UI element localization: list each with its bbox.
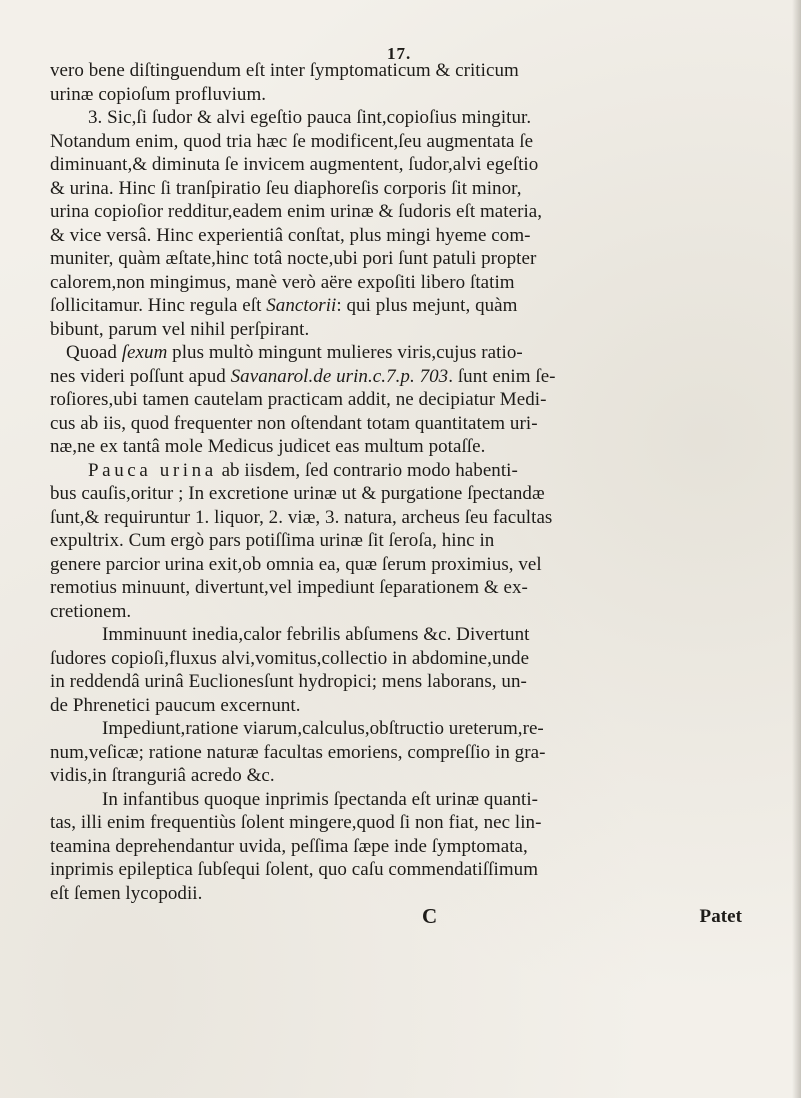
text-line: urina copioſior redditur,eadem enim urinæ & ſudoris eſt materia, (50, 201, 543, 222)
body-text (50, 59, 788, 929)
page-footer (50, 905, 788, 929)
text-line: nes videri poſſunt apud Savanarol.de urin.c.7.p. 703. ſunt enim ſe- (50, 365, 556, 387)
text-line: roſiores,ubi tamen cautelam practicam addit, ne decipiatur Medi- (50, 389, 547, 410)
text-line: Pauca urina ab iisdem, ſed contrario modo habenti- (88, 459, 518, 481)
text-line: in reddendâ urinâ Euclionesſunt hydropici; mens laborans, un- (50, 671, 527, 692)
text-line: Impediunt,ratione viarum,calculus,obſtructio ureterum,re- (102, 718, 544, 739)
page-edge-shadow (792, 0, 801, 1098)
text-line: ſudores copioſi,fluxus alvi,vomitus,collectio in abdomine,unde (50, 647, 530, 669)
text-line: Quoad ſexum plus multò mingunt mulieres viris,cujus ratio- (66, 342, 523, 363)
text-line: næ,ne ex tantâ mole Medicus judicet eas multum potaſſe. (50, 436, 486, 457)
text-line: ſollicitamur. Hinc regula eſt Sanctorii: qui plus mejunt, quàm (50, 295, 518, 316)
text-line: eſt ſemen lycopodii. (50, 882, 203, 904)
text-line: num,veſicæ; ratione naturæ facultas emoriens, compreſſio in gra- (50, 741, 546, 763)
text-line: In infantibus quoque inprimis ſpectanda eſt urinæ quanti- (102, 788, 539, 810)
text-line: diminuant,& diminuta ſe invicem augmentent, ſudor,alvi egeſtio (50, 154, 539, 175)
text-line: ſunt,& requiruntur 1. liquor, 2. viæ, 3. natura, archeus ſeu facultas (50, 506, 553, 528)
text-line: inprimis epileptica ſubſequi ſolent, quo caſu commendatiſſimum (50, 859, 539, 880)
text-line: bus cauſis,oritur ; In excretione urinæ ut & purgatione ſpectandæ (50, 483, 545, 504)
section-heading-pauca-urina: Pauca urina (88, 459, 217, 481)
text-line: teamina deprehendantur uvida, peſſima ſæpe inde ſymptomata, (50, 835, 528, 857)
text-line: & vice versâ. Hinc experientiâ conſtat, plus mingi hyeme com- (50, 224, 531, 246)
text-line: Notandum enim, quod tria hæc ſe modificent,ſeu augmentata ſe (50, 130, 534, 152)
text-line: 3. Sic,ſi ſudor & alvi egeſtio pauca ſint,copioſius mingitur. (88, 107, 532, 128)
text-line: bibunt, parum vel nihil perſpirant. (50, 318, 310, 340)
text-line: Imminuunt inedia,calor febrilis abſumens &c. Divertunt (102, 624, 530, 645)
text-line: genere parcior urina exit,ob omnia ea, quæ ſerum proximius, vel (50, 553, 542, 575)
page-number: 17. (387, 44, 412, 63)
catchword: Patet (699, 906, 742, 927)
text-line: calorem,non mingimus, manè verò aëre expoſiti libero ſtatim (50, 271, 515, 293)
term-sexum: ſexum (121, 342, 168, 363)
text-line: urinæ copioſum profluvium. (50, 83, 267, 105)
text-line: vero bene diſtinguendum eſt inter ſymptomaticum & criticum (50, 60, 519, 81)
text-line: muniter, quàm æſtate,hinc totâ nocte,ubi pori ſunt patuli propter (50, 248, 537, 269)
text-line: remotius minuunt, divertunt,vel impediunt ſeparationem & ex- (50, 577, 528, 598)
signature-mark: C (422, 904, 438, 928)
text-line: de Phrenetici paucum excernunt. (50, 694, 301, 716)
text-line: & urina. Hinc ſi tranſpiratio ſeu diaphoreſis corporis ſit minor, (50, 177, 522, 199)
text-line: cus ab iis, quod frequenter non oſtendant totam quantitatem uri- (50, 412, 538, 434)
author-name-sanctorius: Sanctorii (266, 295, 337, 316)
text-line: cretionem. (50, 600, 132, 622)
text-line: tas, illi enim frequentiùs ſolent mingere,quod ſi non fiat, nec lin- (50, 812, 542, 833)
text-line: expultrix. Cum ergò pars potiſſima urinæ ſit ſeroſa, hinc in (50, 530, 495, 551)
text-line: vidis,in ſtranguriâ acredo &c. (50, 765, 275, 786)
citation-savanarola: Savanarol.de urin.c.7.p. 703 (230, 365, 449, 387)
